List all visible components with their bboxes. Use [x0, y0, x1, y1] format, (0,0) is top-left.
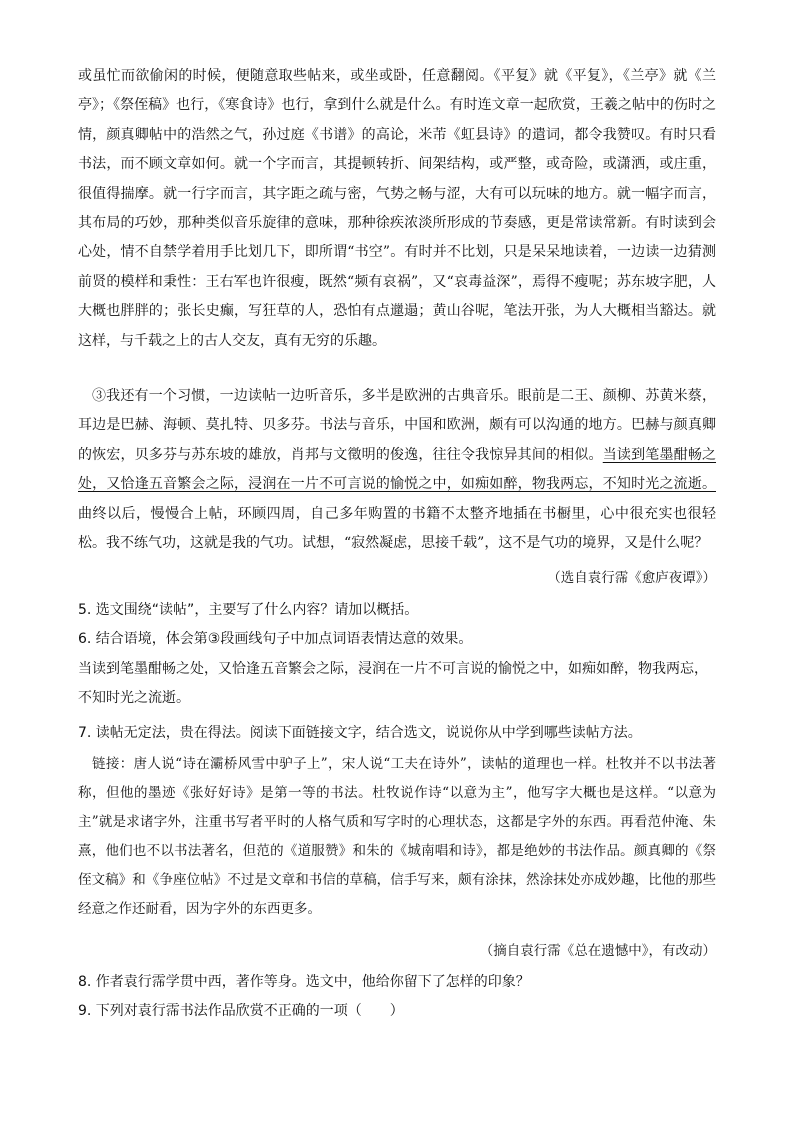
- link-source: （摘自袁行霈《总在遗憾中》，有改动）: [479, 943, 716, 959]
- question-8: 8. 作者袁行霈学贯中西，著作等身。选文中，他给你留下了怎样的印象？: [78, 974, 530, 990]
- link-passage: [78, 750, 716, 924]
- question-6-sentence: 当读到笔墨酣畅之处，又恰逢五音繁会之际，浸润在一片不可言说的愉悦之中，如痴如醉，物我两忘，不知时光之流逝。: [78, 661, 708, 706]
- question-5: 5. 选文围绕“读帖”，主要写了什么内容？请加以概括。: [78, 602, 419, 618]
- question-6: 6. 结合语境，体会第③段画线句子中加点词语表情达意的效果。: [78, 631, 473, 647]
- question-9: 9. 下列对袁行霈书法作品欣赏不正确的一项（ ）: [78, 1003, 404, 1019]
- question-7: 7. 读帖无定法，贵在得法。阅读下面链接文字，结合选文，说说你从中学到哪些读帖方法。: [78, 725, 642, 741]
- article-paragraph-2: 或虽忙而欲偷闲的时候，便随意取些帖来，或坐或卧，任意翻阅。《平复》就《平复》，《兰亭》就《兰亭》；《祭侄稿》也行，《寒食诗》也行，拿到什么就是什么。有时连文章一起欣赏，王羲之帖中的伤时之情，颜真卿帖中的浩然之气，孙过庭《书谱》的高论，米芾《虹县诗》的遣词，都令我赞叹。有时只看书法，而不顾文章如何。就一个字而言，其提顿转折、间架结构，或严整，或奇险，或潇洒，或庄重，很值得揣摩。就一行字而言，其字距之疏与密，气势之畅与涩，大有可以玩味的地方。就一幅字而言，其布局的巧妙，那种类似音乐旋律的意味，那种徐疾浓淡所形成的节奏感，更是常读常新。有时读到会心处，情不自禁学着用手比划几下，即所谓“书空”。有时并不比划，只是呆呆地读着，一边读一边猜测前贤的模样和秉性：王右军也许很瘦，既然“频有哀祸”，又“哀毒益深”，焉得不瘦呢；苏东坡字肥，人大概也胖胖的；张长史癫，写狂草的人，恐怕有点邋遢；黄山谷呢，笔法开张，为人大概相当豁达。就这样，与千载之上的古人交友，真有无穷的乐趣。: [78, 68, 716, 349]
- link-text: 唐人说“诗在灞桥风雪中驴子上”，宋人说“工夫在诗外”，读帖的道理也一样。杜牧并不以书法著称，但他的墨迹《张好好诗》是第一等的书法。杜牧说作诗“以意为主”，他写字大概也是这样。“以意为主”就是求诸字外，注重书写者平时的人格气质和写字时的心理状态，这都是字外的东西。再看范仲淹、朱熹，他们也不以书法著名，但范的《道服赞》和朱的《城南唱和诗》，都是绝妙的书法作品。颜真卿的《祭侄文稿》和《争座位帖》不过是文章和书信的草稿，信手写来，颇有涂抹，然涂抹处亦成妙趣，比他的那些经意之作还耐看，因为字外的东西更多。: [78, 756, 717, 917]
- underlined-sentence: 当读到笔墨酣畅之处，又恰逢五音繁会之际，浸润在一片不可言说的愉悦之中，如痴如醉，物我两忘，不知时光之流逝。: [78, 446, 717, 493]
- paragraph-3-after: 曲终以后，慢慢合上帖，环顾四周，自己多年购置的书籍不太整齐地插在书橱里，心中很充实也很轻松。我不练气功，这就是我的气功。试想，“寂然凝虑，思接千载”，这不是气功的境界，又是什么呢？: [78, 505, 716, 552]
- paragraph-3-before: ③我还有一个习惯，一边读帖一边听音乐，多半是欧洲的古典音乐。眼前是二王、颜柳、苏黄米蔡，耳边是巴赫、海顿、莫扎特、贝多芬。书法与音乐，中国和欧洲，颇有可以沟通的地方。巴赫与颜真卿的恢宏，贝多芬与苏东坡的雄放，肖邦与文徵明的俊逸，往往令我惊异其间的相似。: [78, 388, 716, 463]
- article-paragraph-3: [78, 382, 716, 558]
- link-label: 链接：: [92, 756, 134, 772]
- article-source: （选自袁行霈《愈庐夜谭》）: [547, 570, 716, 586]
